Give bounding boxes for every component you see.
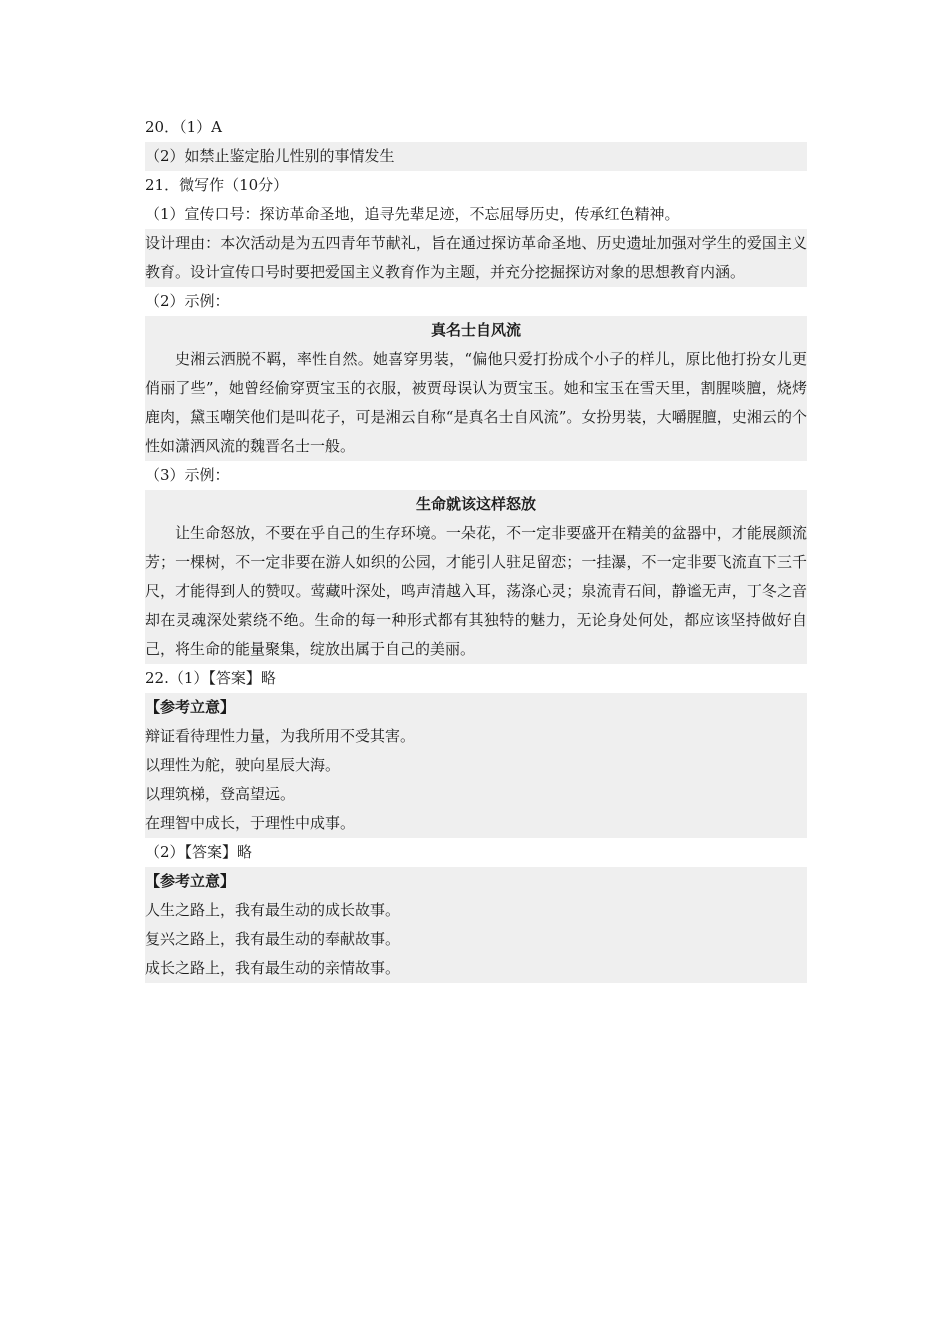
list-item: 人生之路上，我有最生动的成长故事。	[145, 901, 401, 919]
q22-part2-ref-label: 【参考立意】	[145, 872, 236, 890]
list-item: 辩证看待理性力量，为我所用不受其害。	[145, 727, 416, 745]
q21-part1-reason: 设计理由：本次活动是为五四青年节献礼，旨在通过探访革命圣地、历史遗址加强对学生的爱国主义教育。设计宣传口号时要把爱国主义教育作为主题，并充分挖掘探访对象的思想教育内涵。	[145, 229, 807, 287]
q22-part1-reference	[145, 693, 807, 838]
q21-part3-essay	[145, 490, 807, 664]
q21-part1-slogan: （1）宣传口号：探访革命圣地，追寻先辈足迹，不忘屈辱历史，传承红色精神。	[145, 205, 680, 223]
q21-part2-essay	[145, 316, 807, 461]
list-item: 以理性为舵，驶向星辰大海。	[145, 756, 341, 774]
q21-part2-body: 史湘云洒脱不羁，率性自然。她喜穿男装，“偏他只爱打扮成个小子的样儿，原比他打扮女儿更俏丽了些”，她曾经偷穿贾宝玉的衣服，被贾母误认为贾宝玉。她和宝玉在雪天里，割腥啖膻，烧烤鹿肉，黛玉嘲笑他们是叫花子，可是湘云自称“是真名士自风流”。女扮男装，大嚼腥膻，史湘云的个性如潇洒风流的魏晋名士一般。	[145, 350, 807, 455]
q21-part3-body: 让生命怒放，不要在乎自己的生存环境。一朵花，不一定非要盛开在精美的盆器中，才能展颜流芳；一棵树，不一定非要在游人如织的公园，才能引人驻足留恋；一挂瀑，不一定非要飞流直下三千尺，才能得到人的赞叹。莺藏叶深处，鸣声清越入耳，荡涤心灵；泉流青石间，静谧无声，丁冬之音却在灵魂深处萦绕不绝。生命的每一种形式都有其独特的魅力，无论身处何处，都应该坚持做好自己，将生命的能量聚集，绽放出属于自己的美丽。	[145, 524, 807, 658]
q20-line2: （2）如禁止鉴定胎儿性别的事情发生	[145, 142, 807, 171]
answer-page	[145, 113, 807, 983]
q21-part3-title: 生命就该这样怒放	[415, 495, 536, 513]
q21-part2-label: （2）示例：	[145, 292, 230, 310]
q21-part2-title: 真名士自风流	[430, 321, 521, 339]
q22-part2-heading: （2）【答案】略	[145, 843, 253, 861]
list-item: 以理筑梯，登高望远。	[145, 785, 296, 803]
q21-heading: 21．微写作（10分）	[145, 176, 289, 194]
q20-line1: 20．（1）A	[145, 118, 222, 136]
list-item: 复兴之路上，我有最生动的奉献故事。	[145, 930, 401, 948]
q22-part1-ref-label: 【参考立意】	[145, 698, 236, 716]
list-item: 成长之路上，我有最生动的亲情故事。	[145, 959, 401, 977]
q22-part2-reference	[145, 867, 807, 983]
list-item: 在理智中成长，于理性中成事。	[145, 814, 356, 832]
q21-part3-label: （3）示例：	[145, 466, 230, 484]
q22-part1-heading: 22.（1）【答案】略	[145, 669, 276, 687]
